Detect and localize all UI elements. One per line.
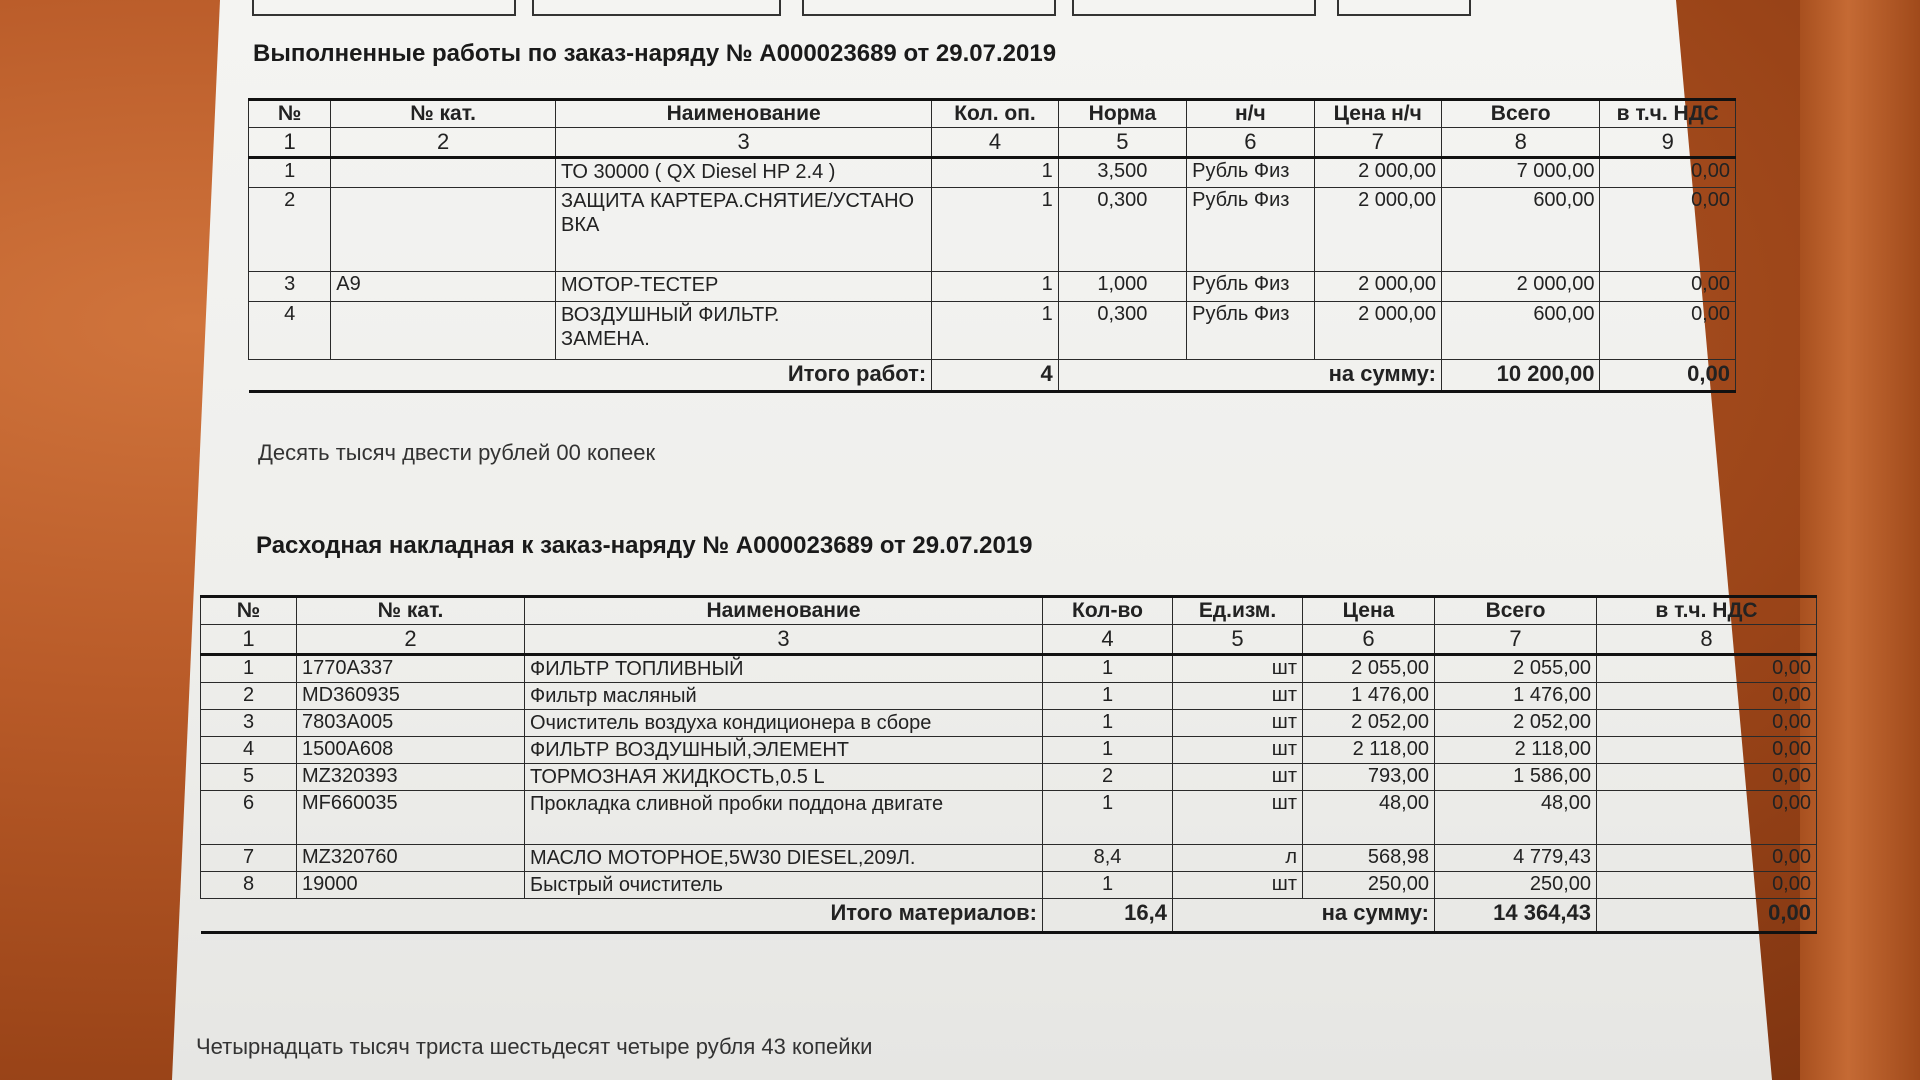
- catalog-number: 7803A005: [297, 710, 525, 737]
- works-header-cell: в т.ч. НДС: [1600, 100, 1736, 128]
- item-name: Прокладка сливной пробки поддона двигате: [525, 791, 1043, 845]
- unit-of-measure: шт: [1173, 683, 1303, 710]
- quantity: 1: [1043, 710, 1173, 737]
- item-name: Очиститель воздуха кондиционера в сборе: [525, 710, 1043, 737]
- column-number: 7: [1314, 128, 1441, 158]
- item-name: Быстрый очиститель: [525, 872, 1043, 899]
- row-number: 7: [201, 845, 297, 872]
- materials-sum-label: на сумму:: [1173, 899, 1435, 933]
- total: 1 586,00: [1435, 764, 1597, 791]
- total: 600,00: [1441, 302, 1600, 360]
- materials-header-cell: Цена: [1303, 597, 1435, 625]
- vat: 0,00: [1600, 302, 1736, 360]
- vat: 0,00: [1597, 872, 1817, 899]
- unit-of-measure: шт: [1173, 655, 1303, 683]
- price: 793,00: [1303, 764, 1435, 791]
- row-number: 5: [201, 764, 297, 791]
- row-number: 2: [249, 188, 331, 272]
- row-number: 6: [201, 791, 297, 845]
- vat: 0,00: [1597, 791, 1817, 845]
- total: 7 000,00: [1441, 158, 1600, 188]
- row-number: 4: [201, 737, 297, 764]
- quantity: 1: [932, 158, 1058, 188]
- row-number: 8: [201, 872, 297, 899]
- column-number: 2: [331, 128, 556, 158]
- item-name: ФИЛЬТР ТОПЛИВНЫЙ: [525, 655, 1043, 683]
- works-amount-in-words: Десять тысяч двести рублей 00 копеек: [258, 440, 656, 465]
- vat: 0,00: [1597, 710, 1817, 737]
- wooden-table-background: [1800, 0, 1920, 1080]
- table-row: [201, 737, 1817, 764]
- table-row: [201, 872, 1817, 899]
- materials-column-numbers-row: [201, 625, 1817, 655]
- price: 250,00: [1303, 872, 1435, 899]
- vat: 0,00: [1600, 158, 1736, 188]
- vat: 0,00: [1597, 764, 1817, 791]
- materials-header-cell: №: [201, 597, 297, 625]
- catalog-number: 19000: [297, 872, 525, 899]
- materials-header-cell: Ед.изм.: [1173, 597, 1303, 625]
- unit-of-measure: шт: [1173, 764, 1303, 791]
- item-name: ЗАЩИТА КАРТЕРА.СНЯТИЕ/УСТАНОВКА: [556, 188, 932, 272]
- works-table: [248, 98, 1736, 393]
- price: 2 055,00: [1303, 655, 1435, 683]
- norm: 0,300: [1058, 188, 1186, 272]
- top-cut-box: [252, 0, 516, 16]
- works-total-vat: 0,00: [1600, 360, 1736, 392]
- quantity: 1: [932, 272, 1058, 302]
- item-name: МОТОР-ТЕСТЕР: [556, 272, 932, 302]
- column-number: 4: [932, 128, 1058, 158]
- catalog-number: [331, 158, 556, 188]
- row-number: 2: [201, 683, 297, 710]
- table-row: [201, 683, 1817, 710]
- row-number: 3: [201, 710, 297, 737]
- top-cut-box: [1072, 0, 1316, 16]
- item-name: Фильтр масляный: [525, 683, 1043, 710]
- column-number: 2: [297, 625, 525, 655]
- column-number: 4: [1043, 625, 1173, 655]
- works-header-cell: №: [249, 100, 331, 128]
- materials-total-label: Итого материалов:: [201, 899, 1043, 933]
- column-number: 8: [1597, 625, 1817, 655]
- hour-unit: Рубль Физ: [1187, 158, 1314, 188]
- quantity: 2: [1043, 764, 1173, 791]
- price: 568,98: [1303, 845, 1435, 872]
- materials-table: [200, 595, 1817, 934]
- catalog-number: 1770A337: [297, 655, 525, 683]
- quantity: 8,4: [1043, 845, 1173, 872]
- total: 250,00: [1435, 872, 1597, 899]
- norm: 1,000: [1058, 272, 1186, 302]
- catalog-number: MF660035: [297, 791, 525, 845]
- hour-price: 2 000,00: [1314, 188, 1441, 272]
- column-number: 6: [1187, 128, 1314, 158]
- table-row: [201, 764, 1817, 791]
- column-number: 6: [1303, 625, 1435, 655]
- vat: 0,00: [1600, 188, 1736, 272]
- table-row: [249, 302, 1736, 360]
- column-number: 5: [1173, 625, 1303, 655]
- quantity: 1: [932, 302, 1058, 360]
- works-column-numbers-row: [249, 128, 1736, 158]
- norm: 3,500: [1058, 158, 1186, 188]
- top-cut-box: [1337, 0, 1471, 16]
- norm: 0,300: [1058, 302, 1186, 360]
- top-cut-box: [532, 0, 781, 16]
- table-row: [249, 272, 1736, 302]
- item-name: ФИЛЬТР ВОЗДУШНЫЙ,ЭЛЕМЕНТ: [525, 737, 1043, 764]
- hour-unit: Рубль Физ: [1187, 272, 1314, 302]
- column-number: 5: [1058, 128, 1186, 158]
- materials-header-cell: в т.ч. НДС: [1597, 597, 1817, 625]
- total: 2 000,00: [1441, 272, 1600, 302]
- catalog-number: [331, 188, 556, 272]
- item-name: МАСЛО МОТОРНОЕ,5W30 DIESEL,209Л.: [525, 845, 1043, 872]
- unit-of-measure: шт: [1173, 791, 1303, 845]
- works-header-cell: № кат.: [331, 100, 556, 128]
- unit-of-measure: шт: [1173, 872, 1303, 899]
- table-row: [249, 158, 1736, 188]
- table-row: [201, 845, 1817, 872]
- quantity: 1: [1043, 791, 1173, 845]
- materials-header-cell: Наименование: [525, 597, 1043, 625]
- works-header-cell: Наименование: [556, 100, 932, 128]
- materials-header-cell: № кат.: [297, 597, 525, 625]
- catalog-number: MZ320393: [297, 764, 525, 791]
- catalog-number: А9: [331, 272, 556, 302]
- total: 2 055,00: [1435, 655, 1597, 683]
- hour-price: 2 000,00: [1314, 302, 1441, 360]
- total: 600,00: [1441, 188, 1600, 272]
- quantity: 1: [1043, 655, 1173, 683]
- total: 48,00: [1435, 791, 1597, 845]
- materials-header-cell: Кол-во: [1043, 597, 1173, 625]
- unit-of-measure: шт: [1173, 737, 1303, 764]
- price: 2 052,00: [1303, 710, 1435, 737]
- column-number: 3: [556, 128, 932, 158]
- catalog-number: MD360935: [297, 683, 525, 710]
- materials-header-cell: Всего: [1435, 597, 1597, 625]
- price: 1 476,00: [1303, 683, 1435, 710]
- works-header-cell: Норма: [1058, 100, 1186, 128]
- column-number: 3: [525, 625, 1043, 655]
- works-header-cell: Цена н/ч: [1314, 100, 1441, 128]
- works-total-sum: 10 200,00: [1441, 360, 1600, 392]
- item-name: ТО 30000 ( QX Diesel HP 2.4 ): [556, 158, 932, 188]
- column-number: 1: [249, 128, 331, 158]
- works-total-label: Итого работ:: [249, 360, 932, 392]
- quantity: 1: [1043, 737, 1173, 764]
- item-name: ТОРМОЗНАЯ ЖИДКОСТЬ,0.5 L: [525, 764, 1043, 791]
- column-number: 8: [1441, 128, 1600, 158]
- works-header-cell: Всего: [1441, 100, 1600, 128]
- materials-total-row: [201, 899, 1817, 933]
- vat: 0,00: [1597, 845, 1817, 872]
- quantity: 1: [1043, 872, 1173, 899]
- vat: 0,00: [1597, 683, 1817, 710]
- works-header-cell: Кол. оп.: [932, 100, 1058, 128]
- materials-header-row: [201, 597, 1817, 625]
- total: 1 476,00: [1435, 683, 1597, 710]
- item-name: ВОЗДУШНЫЙ ФИЛЬТР. ЗАМЕНА.: [556, 302, 932, 360]
- catalog-number: MZ320760: [297, 845, 525, 872]
- row-number: 3: [249, 272, 331, 302]
- materials-amount-in-words: Четырнадцать тысяч триста шестьдесят четыре рубля 43 копейки: [196, 1034, 873, 1059]
- row-number: 1: [249, 158, 331, 188]
- hour-unit: Рубль Физ: [1187, 188, 1314, 272]
- works-title: Выполненные работы по заказ-наряду № А000023689 от 29.07.2019: [253, 40, 1057, 67]
- materials-title: Расходная накладная к заказ-наряду № А000023689 от 29.07.2019: [256, 532, 1033, 559]
- materials-total-vat: 0,00: [1597, 899, 1817, 933]
- works-header-cell: н/ч: [1187, 100, 1314, 128]
- table-row: [201, 791, 1817, 845]
- vat: 0,00: [1597, 655, 1817, 683]
- vat: 0,00: [1597, 737, 1817, 764]
- column-number: 7: [1435, 625, 1597, 655]
- total: 2 052,00: [1435, 710, 1597, 737]
- column-number: 9: [1600, 128, 1736, 158]
- materials-rows: [201, 655, 1817, 899]
- works-sum-label: на сумму:: [1058, 360, 1441, 392]
- top-cut-box: [802, 0, 1056, 16]
- hour-price: 2 000,00: [1314, 158, 1441, 188]
- table-row: [249, 188, 1736, 272]
- hour-price: 2 000,00: [1314, 272, 1441, 302]
- row-number: 4: [249, 302, 331, 360]
- works-total-row: [249, 360, 1736, 392]
- materials-total-sum: 14 364,43: [1435, 899, 1597, 933]
- works-header-row: [249, 100, 1736, 128]
- hour-unit: Рубль Физ: [1187, 302, 1314, 360]
- price: 48,00: [1303, 791, 1435, 845]
- table-row: [201, 710, 1817, 737]
- column-number: 1: [201, 625, 297, 655]
- table-row: [201, 655, 1817, 683]
- catalog-number: [331, 302, 556, 360]
- unit-of-measure: л: [1173, 845, 1303, 872]
- price: 2 118,00: [1303, 737, 1435, 764]
- vat: 0,00: [1600, 272, 1736, 302]
- materials-total-quantity: 16,4: [1043, 899, 1173, 933]
- total: 4 779,43: [1435, 845, 1597, 872]
- row-number: 1: [201, 655, 297, 683]
- quantity: 1: [1043, 683, 1173, 710]
- works-total-quantity: 4: [932, 360, 1058, 392]
- quantity: 1: [932, 188, 1058, 272]
- catalog-number: 1500A608: [297, 737, 525, 764]
- unit-of-measure: шт: [1173, 710, 1303, 737]
- total: 2 118,00: [1435, 737, 1597, 764]
